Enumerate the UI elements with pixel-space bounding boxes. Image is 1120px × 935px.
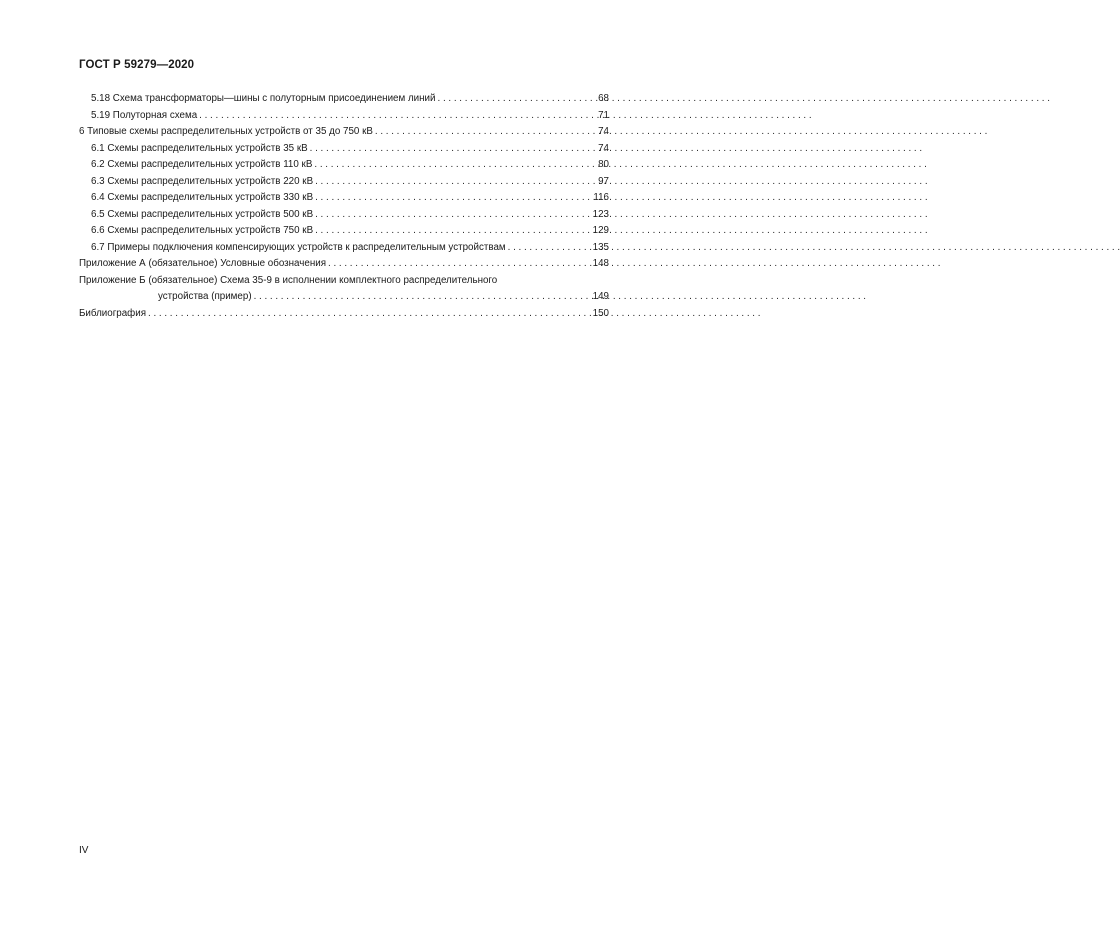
toc-leader-dots [252,289,592,306]
toc-item-bibliography[interactable] [79,306,609,323]
toc-item[interactable] [79,174,609,191]
toc-item-title: 5.19 Полуторная схема [91,109,198,121]
toc-item-title-continued: устройства (пример) [158,291,252,302]
toc-item-title: 6.5 Схемы распределительных устройств 500 кВ [91,208,314,220]
toc-item[interactable] [79,91,609,108]
toc-item-page: 74 [598,142,609,154]
toc-item[interactable] [79,157,609,174]
toc-leader-dots [313,190,592,207]
toc-leader-dots [313,174,597,191]
toc-item[interactable] [79,223,609,240]
toc-item-title: Приложение А (обязательное) Условные обозначения [79,258,327,269]
toc-item-title: 5.18 Схема трансформаторы—шины с полуторным присоединением линий [91,93,436,104]
toc-item[interactable] [79,124,609,141]
toc-leader-dots [373,124,597,141]
toc-item[interactable] [79,141,609,158]
toc-item-title: 6.2 Схемы распределительных устройств 110 кВ [91,159,313,170]
toc-item-title: Библиография [79,307,147,319]
toc-item-title: 6.3 Схемы распределительных устройств 220 кВ [91,175,314,187]
toc-item-page: 135 [592,241,609,253]
toc-leader-dots [436,91,598,108]
toc-item-title: 6.1 Схемы распределительных устройств 35 кВ [91,142,308,154]
toc-item-title: 6.6 Схемы распределительных устройств 750 кВ [91,225,314,236]
toc-item-title: 6 Типовые схемы распределительных устройств от 35 до 750 кВ [79,126,373,137]
toc-item-page: 148 [592,258,609,269]
toc-item-page: 116 [593,192,609,203]
toc-item-page: 149 [592,291,609,302]
toc-item[interactable] [79,240,609,257]
toc-leader-dots [308,141,597,158]
toc-item-page: 71 [598,109,609,121]
toc-item-page: 97 [598,175,609,187]
toc-item-appendix-b[interactable] [79,273,609,306]
toc-item-page: 68 [598,93,609,104]
toc-leader-dots [312,157,597,174]
toc-item[interactable] [79,256,609,273]
toc-leader-dots [326,256,592,273]
toc-leader-dots [146,306,592,323]
toc-item[interactable] [79,190,609,207]
toc-leader-dots [197,108,597,125]
toc-leader-dots [313,223,592,240]
toc-item-title: 6.7 Примеры подключения компенсирующих устройств к распределительным устройствам [91,241,506,253]
toc-item-page: 129 [592,225,609,236]
toc-item-page: 74 [598,126,609,137]
table-of-contents [79,91,609,322]
toc-item[interactable] [79,108,609,125]
toc-item-title: Приложение Б (обязательное) Схема 35-9 в исполнении комплектного распределительного [79,274,498,286]
page-number: IV [79,845,89,856]
toc-item-title: 6.4 Схемы распределительных устройств 330 кВ [91,192,314,203]
toc-item-page: 150 [592,307,609,319]
document-header: ГОСТ Р 59279—2020 [79,59,195,71]
toc-leader-dots [506,240,592,257]
toc-item[interactable] [79,207,609,224]
toc-item-page: 80 [598,159,609,170]
toc-leader-dots [313,207,592,224]
toc-item-page: 123 [592,208,609,220]
